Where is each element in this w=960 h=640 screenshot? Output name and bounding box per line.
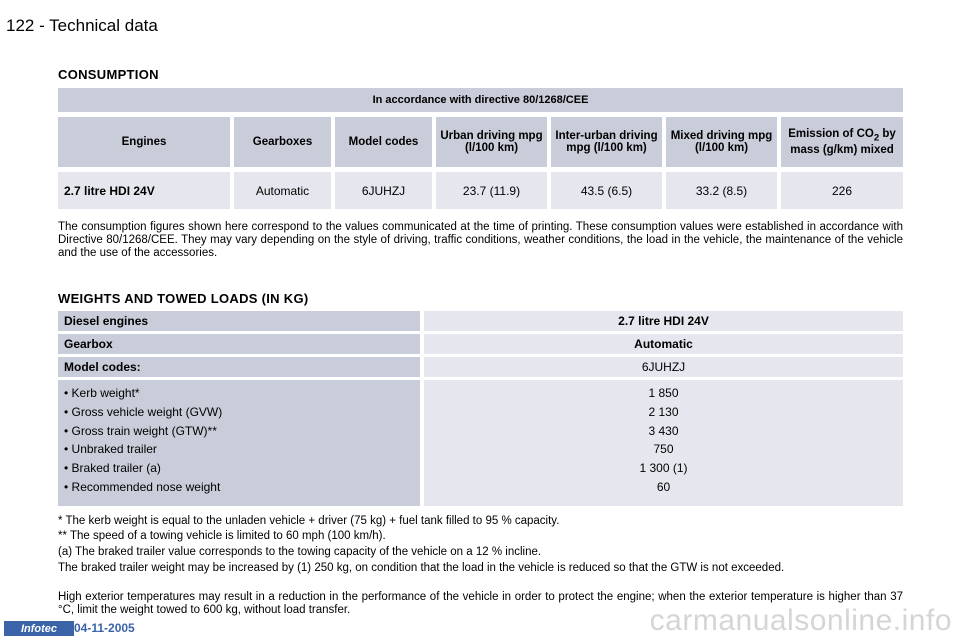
col-model-codes: Model codes: [335, 117, 432, 167]
table-row: [58, 334, 903, 354]
cell-engine: 2.7 litre HDI 24V: [58, 172, 230, 209]
table-row: [58, 357, 903, 377]
footnote-trailer-increase: The braked trailer weight may be increased by (1) 250 kg, on condition that the load in the vehicle is reduced so that the GTW is not exceeded.: [58, 562, 785, 574]
table-row: [58, 172, 903, 209]
list-item: 3 430: [648, 423, 679, 438]
col-mixed: Mixed driving mpg (l/100 km): [666, 117, 777, 167]
consumption-banner: In accordance with directive 80/1268/CEE: [58, 88, 903, 112]
col-urban: Urban driving mpg (l/100 km): [436, 117, 547, 167]
cell-gearbox: Automatic: [234, 172, 331, 209]
diesel-engines-label: Diesel engines: [58, 311, 420, 331]
col-gearboxes: Gearboxes: [234, 117, 331, 167]
list-item: 60: [656, 479, 671, 494]
gearbox-label: Gearbox: [58, 334, 420, 354]
consumption-table: [58, 88, 903, 209]
infotec-logo: Infotec: [4, 621, 74, 636]
weights-title: WEIGHTS AND TOWED LOADS (IN KG): [58, 291, 309, 306]
weights-values: [424, 380, 903, 506]
page-title: 122 - Technical data: [6, 16, 158, 35]
consumption-title: CONSUMPTION: [58, 67, 159, 82]
list-item: 2 130: [648, 404, 679, 419]
model-codes-value: 6JUHZJ: [424, 357, 903, 377]
diesel-engines-value: 2.7 litre HDI 24V: [424, 311, 903, 331]
list-item: 750: [653, 442, 674, 457]
emission-header-post: by mass (g/km) mixed: [790, 127, 896, 157]
model-codes-label: Model codes:: [58, 357, 420, 377]
consumption-note: The consumption figures shown here correspond to the values communicated at the time of printing. These consumption values were established in accordance with Directive 80/1268/CEE. They may vary depending on the style of driving, traffic conditions, weather conditions, the load in the vehicle, the maintenance of the vehicle and the use of the accessories.: [58, 221, 903, 259]
cell-model-code: 6JUHZJ: [335, 172, 432, 209]
list-item: • Gross vehicle weight (GVW): [64, 404, 223, 419]
weights-labels: [58, 380, 420, 506]
emission-header-sub: 2: [873, 132, 880, 144]
table-row: [58, 311, 903, 331]
footnote-temperature: High exterior temperatures may result in a reduction in the performance of the vehicle in order to protect the engine; when the exterior temperature is higher than 37 °C, limit the weight towed to 600 kg, without load transfer.: [58, 591, 903, 616]
list-item: 1 300 (1): [639, 461, 688, 476]
watermark: carmanualsonline.info: [649, 604, 952, 637]
cell-emission: 226: [781, 172, 903, 209]
list-item: • Gross train weight (GTW)**: [64, 423, 217, 438]
footer-date: 04-11-2005: [74, 621, 135, 635]
list-item: 1 850: [648, 386, 679, 400]
cell-inter-urban: 43.5 (6.5): [551, 172, 662, 209]
list-item: • Kerb weight*: [64, 386, 140, 400]
col-emission: [781, 117, 903, 167]
list-item: • Braked trailer (a): [64, 461, 161, 476]
footnote-speed: ** The speed of a towing vehicle is limited to 60 mph (100 km/h).: [58, 530, 386, 542]
col-engines: Engines: [58, 117, 230, 167]
footnote-kerb-weight: * The kerb weight is equal to the unladen vehicle + driver (75 kg) + fuel tank filled to 95 % capacity.: [58, 515, 560, 527]
gearbox-value: Automatic: [424, 334, 903, 354]
cell-mixed: 33.2 (8.5): [666, 172, 777, 209]
weights-items-row: [58, 380, 903, 506]
emission-header-pre: Emission of CO: [788, 127, 874, 140]
cell-urban: 23.7 (11.9): [436, 172, 547, 209]
footnote-braked-trailer: (a) The braked trailer value corresponds to the towing capacity of the vehicle on a 12 % incline.: [58, 546, 542, 558]
list-item: • Unbraked trailer: [64, 442, 157, 457]
consumption-header-row: [58, 117, 903, 167]
col-inter-urban: Inter-urban driving mpg (l/100 km): [551, 117, 662, 167]
weights-table: [58, 311, 903, 509]
list-item: • Recommended nose weight: [64, 479, 221, 494]
